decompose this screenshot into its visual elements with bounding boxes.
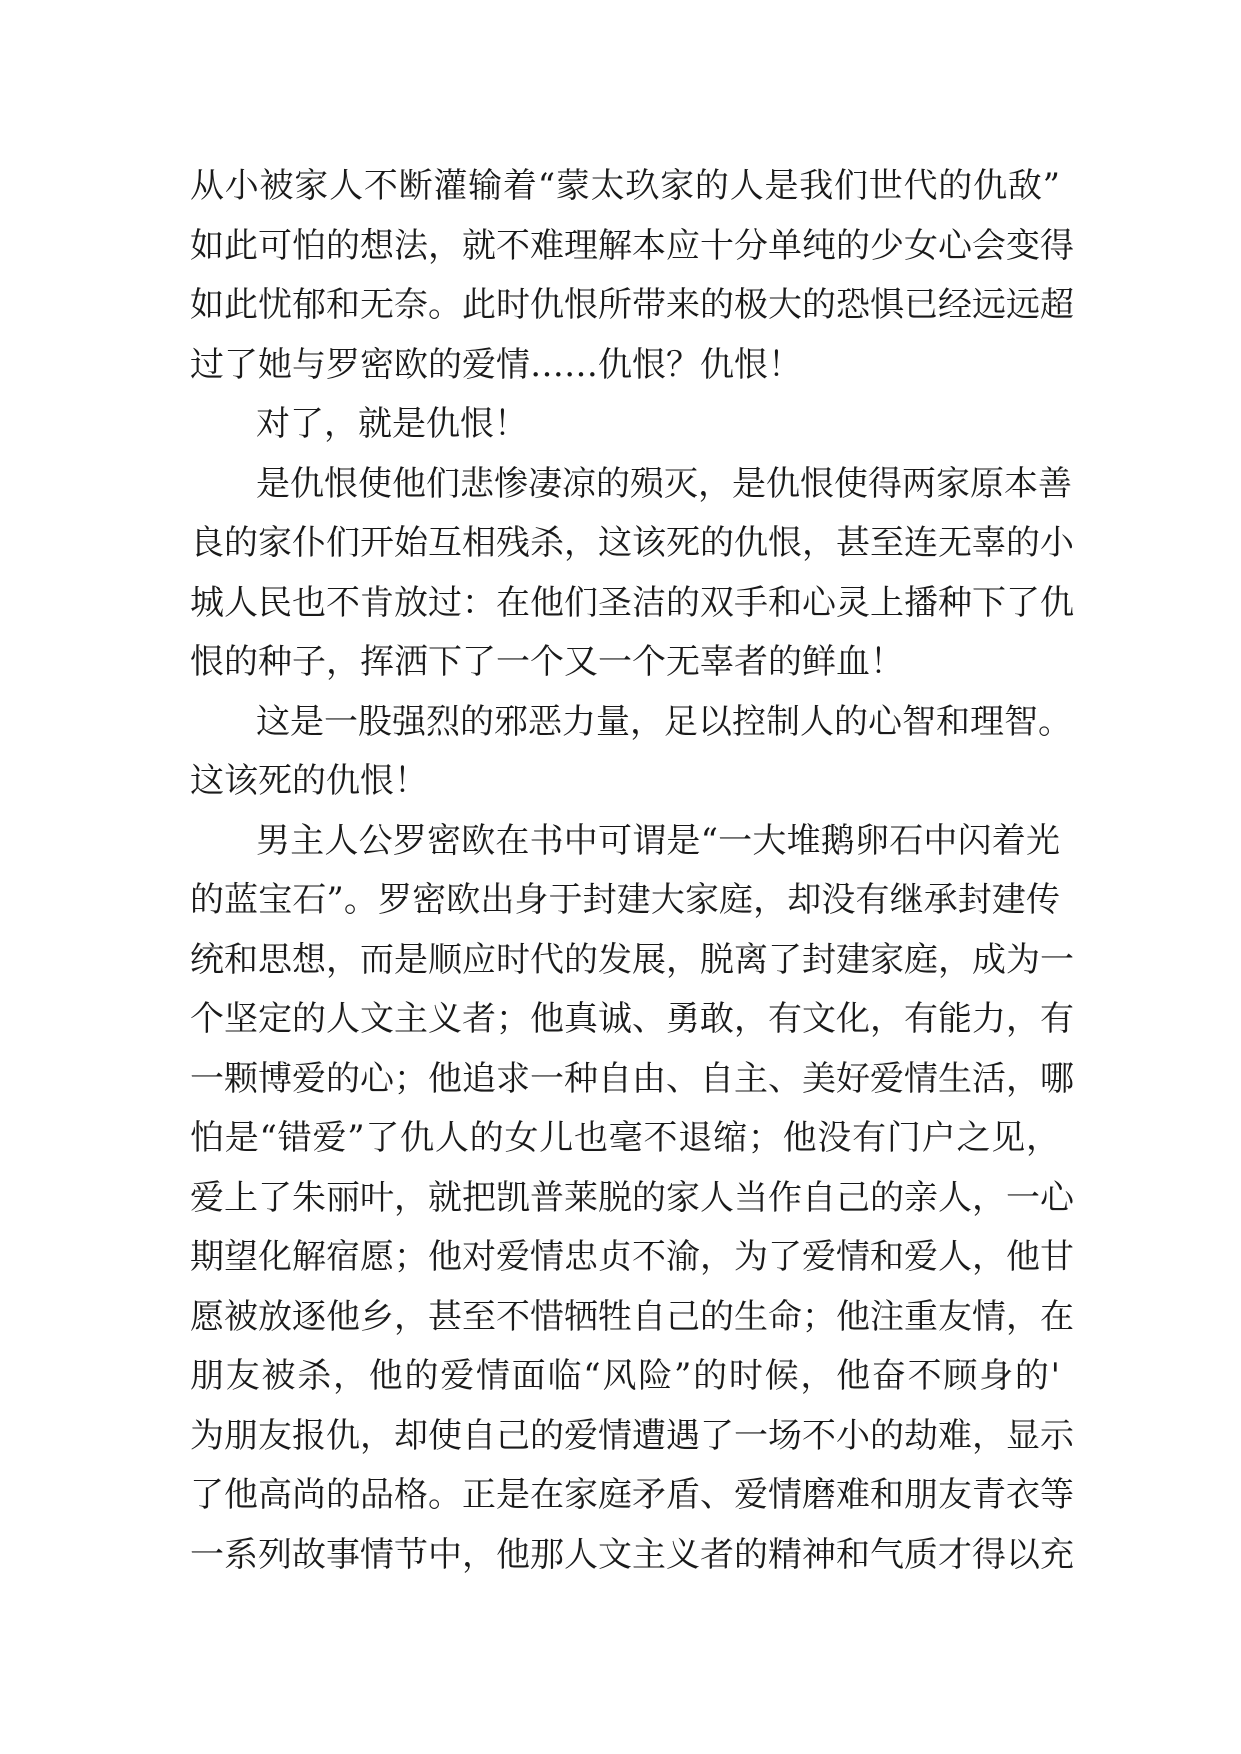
text-line: 男主人公罗密欧在书中可谓是“一大堆鹅卵石中闪着光 (256, 820, 1060, 861)
text-line: 对了，就是仇恨！ (256, 404, 528, 444)
text-line: 为朋友报仇，却使自己的爱情遭遇了一场不小的劫难，显示 (190, 1415, 1074, 1456)
text-line: 一系列故事情节中，他那人文主义者的精神和气质才得以充 (190, 1534, 1074, 1575)
text-line: 从小被家人不断灌输着“蒙太玖家的人是我们世代的仇敌” (190, 166, 1060, 206)
text-line: 这该死的仇恨！ (190, 761, 428, 801)
text-line: 如此忧郁和无奈。此时仇恨所带来的极大的恐惧已经远远超 (190, 285, 1074, 325)
text-line: 如此可怕的想法，就不难理解本应十分单纯的少女心会变得 (190, 225, 1074, 266)
body-text (190, 157, 1074, 1585)
text-line: 的蓝宝石”。罗密欧出身于封建大家庭，却没有继承封建传 (190, 880, 1060, 920)
text-line: 朋友被杀，他的爱情面临“风险”的时候，他奋不顾身的' (190, 1356, 1060, 1396)
text-line: 统和思想，而是顺应时代的发展，脱离了封建家庭，成为一 (190, 939, 1074, 980)
text-line: 是仇恨使他们悲惨凄凉的殒灭，是仇恨使得两家原本善 (256, 463, 1072, 504)
text-line: 良的家仆们开始互相残杀，这该死的仇恨，甚至连无辜的小 (190, 523, 1074, 563)
text-line: 愿被放逐他乡，甚至不惜牺牲自己的生命；他注重友情，在 (190, 1296, 1074, 1337)
text-line: 过了她与罗密欧的爱情……仇恨？仇恨！ (190, 344, 802, 385)
text-line: 了他高尚的品格。正是在家庭矛盾、爱情磨难和朋友青衣等 (190, 1475, 1074, 1515)
text-line: 个坚定的人文主义者；他真诚、勇敢，有文化，有能力，有 (190, 999, 1074, 1039)
text-line: 怕是“错爱”了仇人的女儿也毫不退缩；他没有门户之见， (190, 1118, 1060, 1158)
text-line: 期望化解宿愿；他对爱情忠贞不渝，为了爱情和爱人，他甘 (190, 1237, 1074, 1277)
text-line: 城人民也不肯放过：在他们圣洁的双手和心灵上播种下了仇 (190, 582, 1074, 623)
text-line: 恨的种子，挥洒下了一个又一个无辜者的鲜血！ (190, 642, 904, 682)
text-line: 一颗博爱的心；他追求一种自由、自主、美好爱情生活，哪 (190, 1058, 1074, 1099)
text-line: 这是一股强烈的邪恶力量，足以控制人的心智和理智。 (256, 701, 1072, 742)
text-line: 爱上了朱丽叶，就把凯普莱脱的家人当作自己的亲人，一心 (190, 1177, 1074, 1218)
